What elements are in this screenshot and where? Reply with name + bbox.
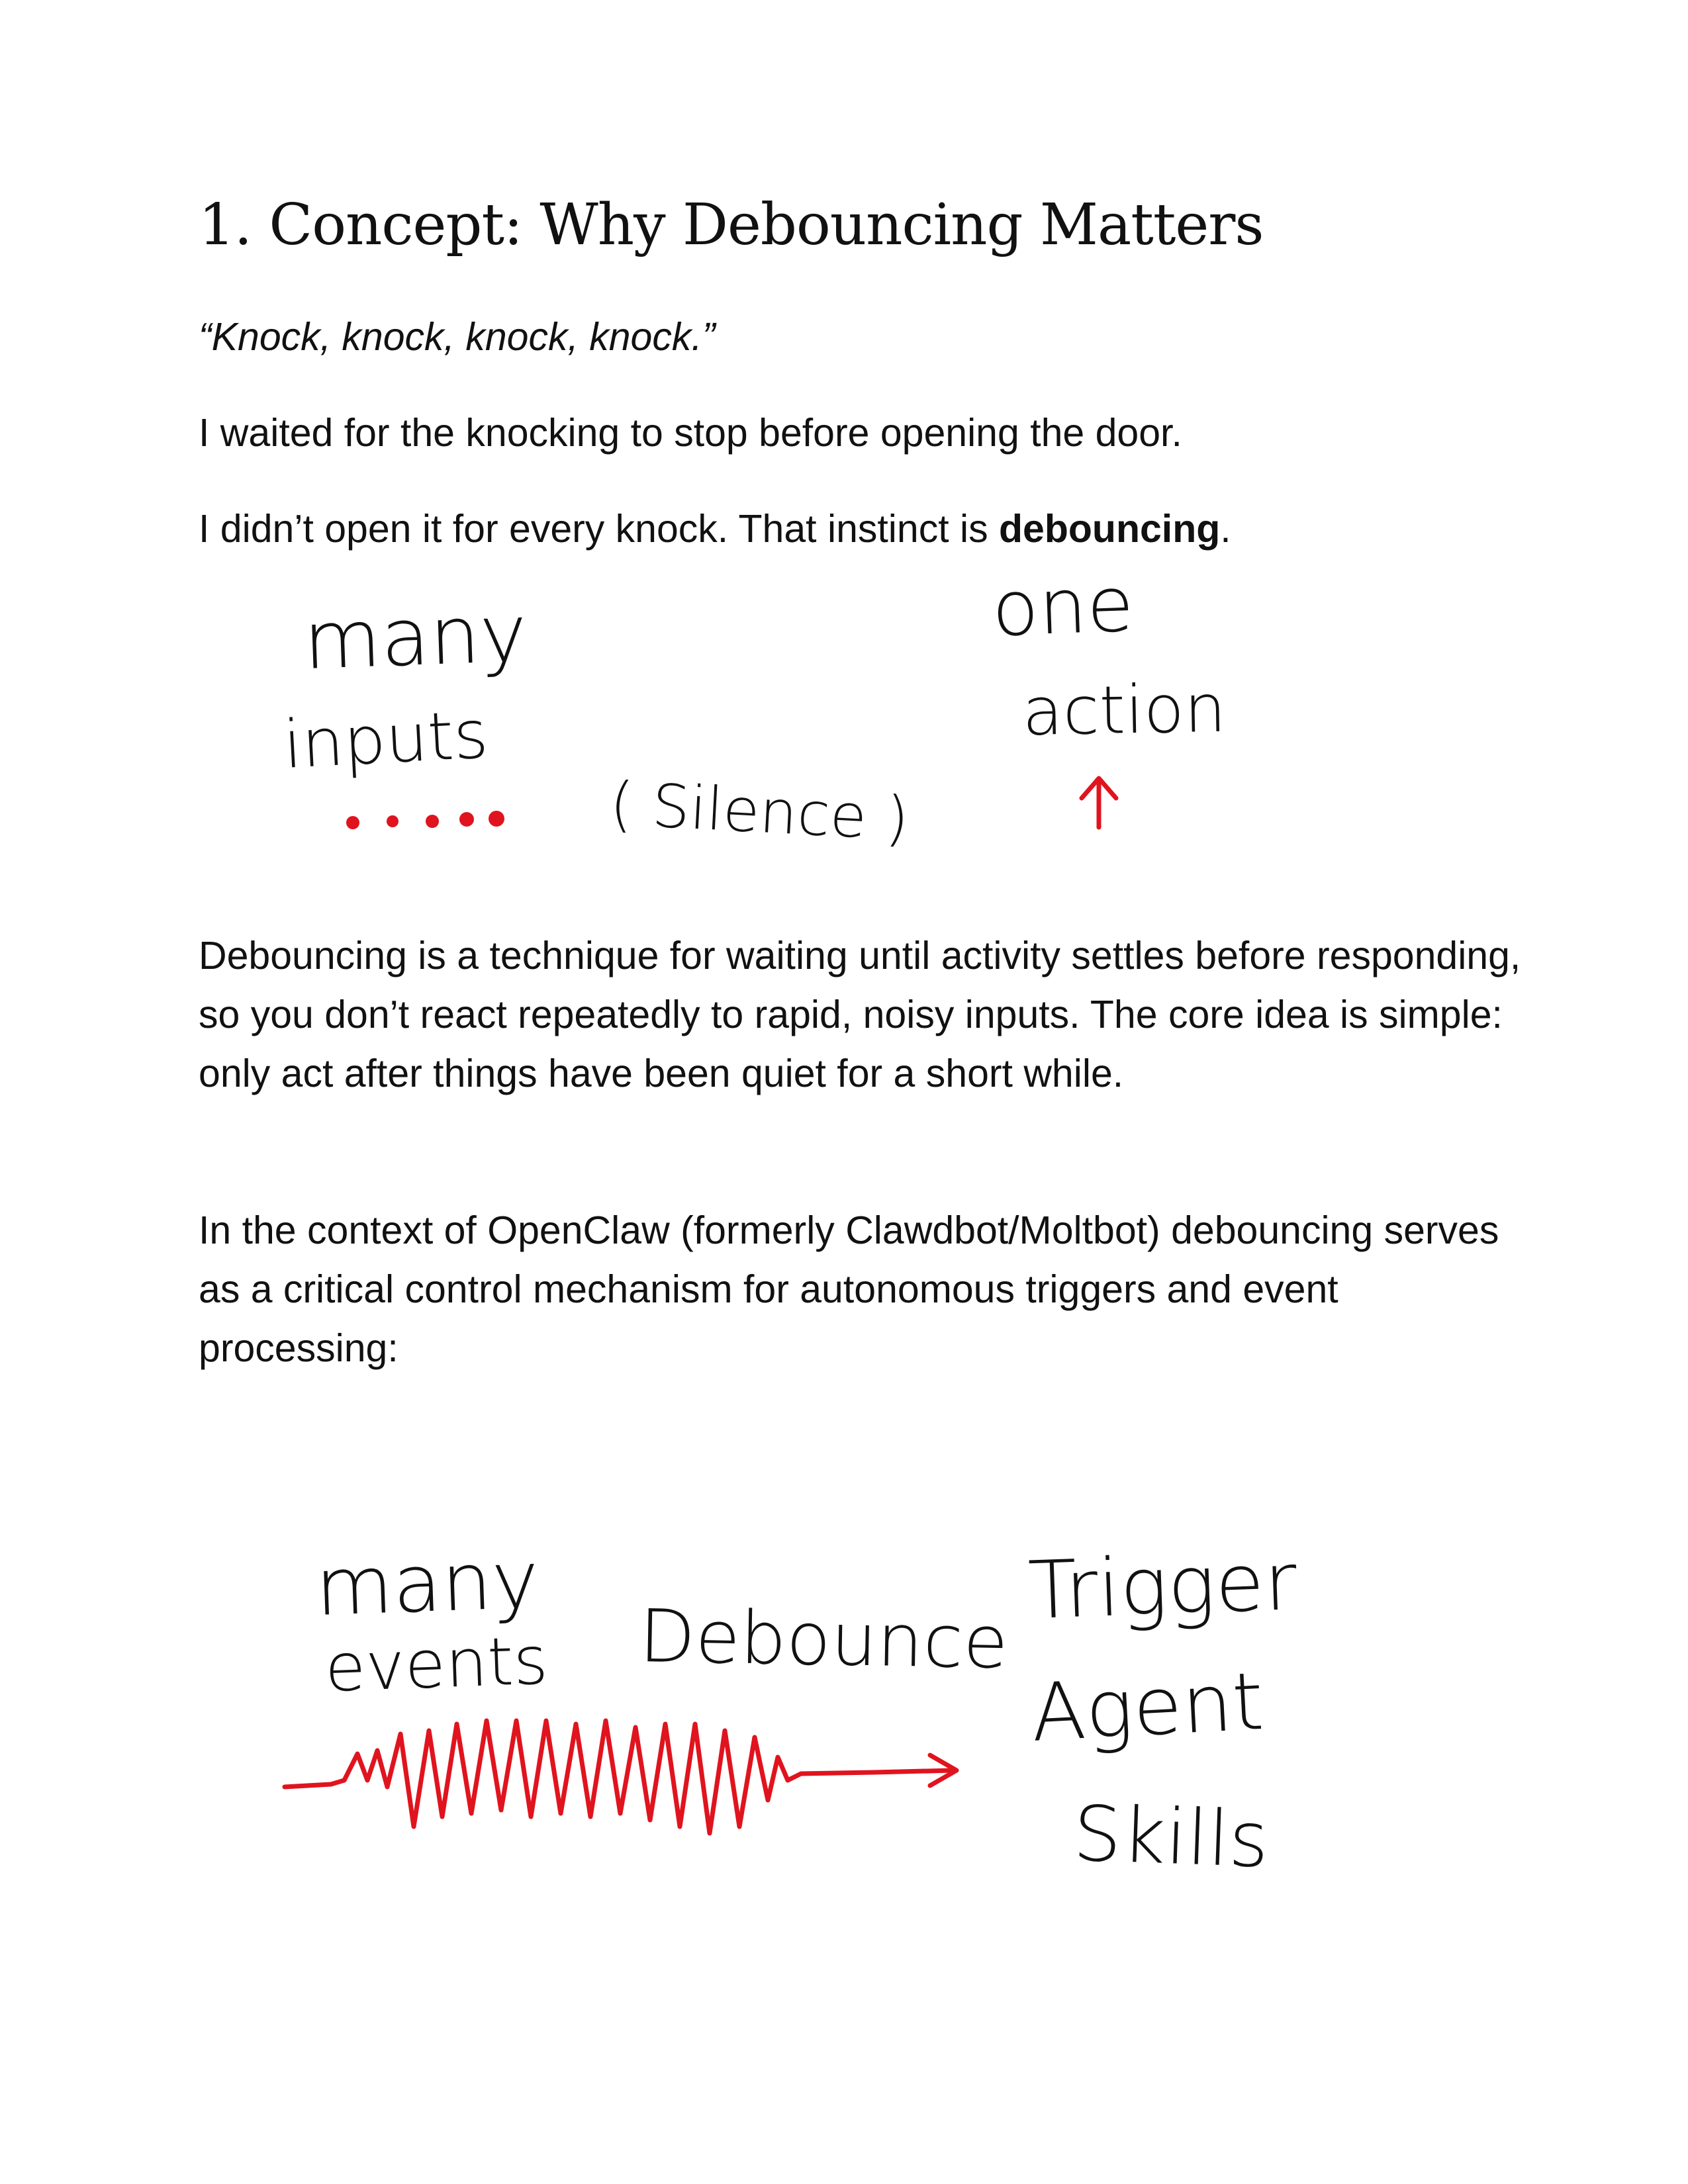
up-arrow-icon (1082, 778, 1116, 827)
paragraph-openclaw: In the context of OpenClaw (formerly Clawdbot/Moltbot) debouncing serves as a critical control mechanism for autonomous triggers and event processing: (199, 1208, 1499, 1370)
sketch2-trigger-label: Trigger (1027, 1535, 1299, 1637)
sketch2-skills-label: Skills (1072, 1790, 1270, 1886)
sketch-silence (281, 561, 1227, 854)
sketch1-many-label: many (302, 588, 529, 688)
sketch2-agent-label: Agent (1029, 1655, 1266, 1760)
sketch1-one-label: one (990, 560, 1135, 654)
input-dots-icon (346, 811, 504, 829)
sketch2-events-label: events (323, 1621, 549, 1707)
sketch1-silence-label: ( Silence ) (608, 769, 911, 854)
debouncing-bold: debouncing (998, 507, 1221, 551)
paragraph-waited: I waited for the knocking to stop before opening the door. (199, 411, 1182, 455)
sketch2-debounce-label: Debounce (638, 1594, 1009, 1685)
sketch2-many-label: many (314, 1534, 541, 1634)
sketch1-action-label: action (1021, 669, 1227, 751)
page-title: 1. Concept: Why Debouncing Matters (199, 192, 1264, 258)
knock-quote: “Knock, knock, knock, knock.” (199, 315, 716, 359)
noisy-signal-arrow-icon (285, 1721, 957, 1833)
sketch1-inputs-label: inputs (281, 695, 491, 784)
paragraph-definition: Debouncing is a technique for waiting until activity settles before responding, so you don’t react repeatedly to rapid, noisy inputs. The core idea is simple: only act after things have been quiet for a short while. (199, 934, 1521, 1095)
sketch-debounce (285, 1534, 1299, 1885)
instinct-period: . (1220, 507, 1231, 551)
instinct-text: I didn’t open it for every knock. That instinct is (199, 507, 999, 551)
